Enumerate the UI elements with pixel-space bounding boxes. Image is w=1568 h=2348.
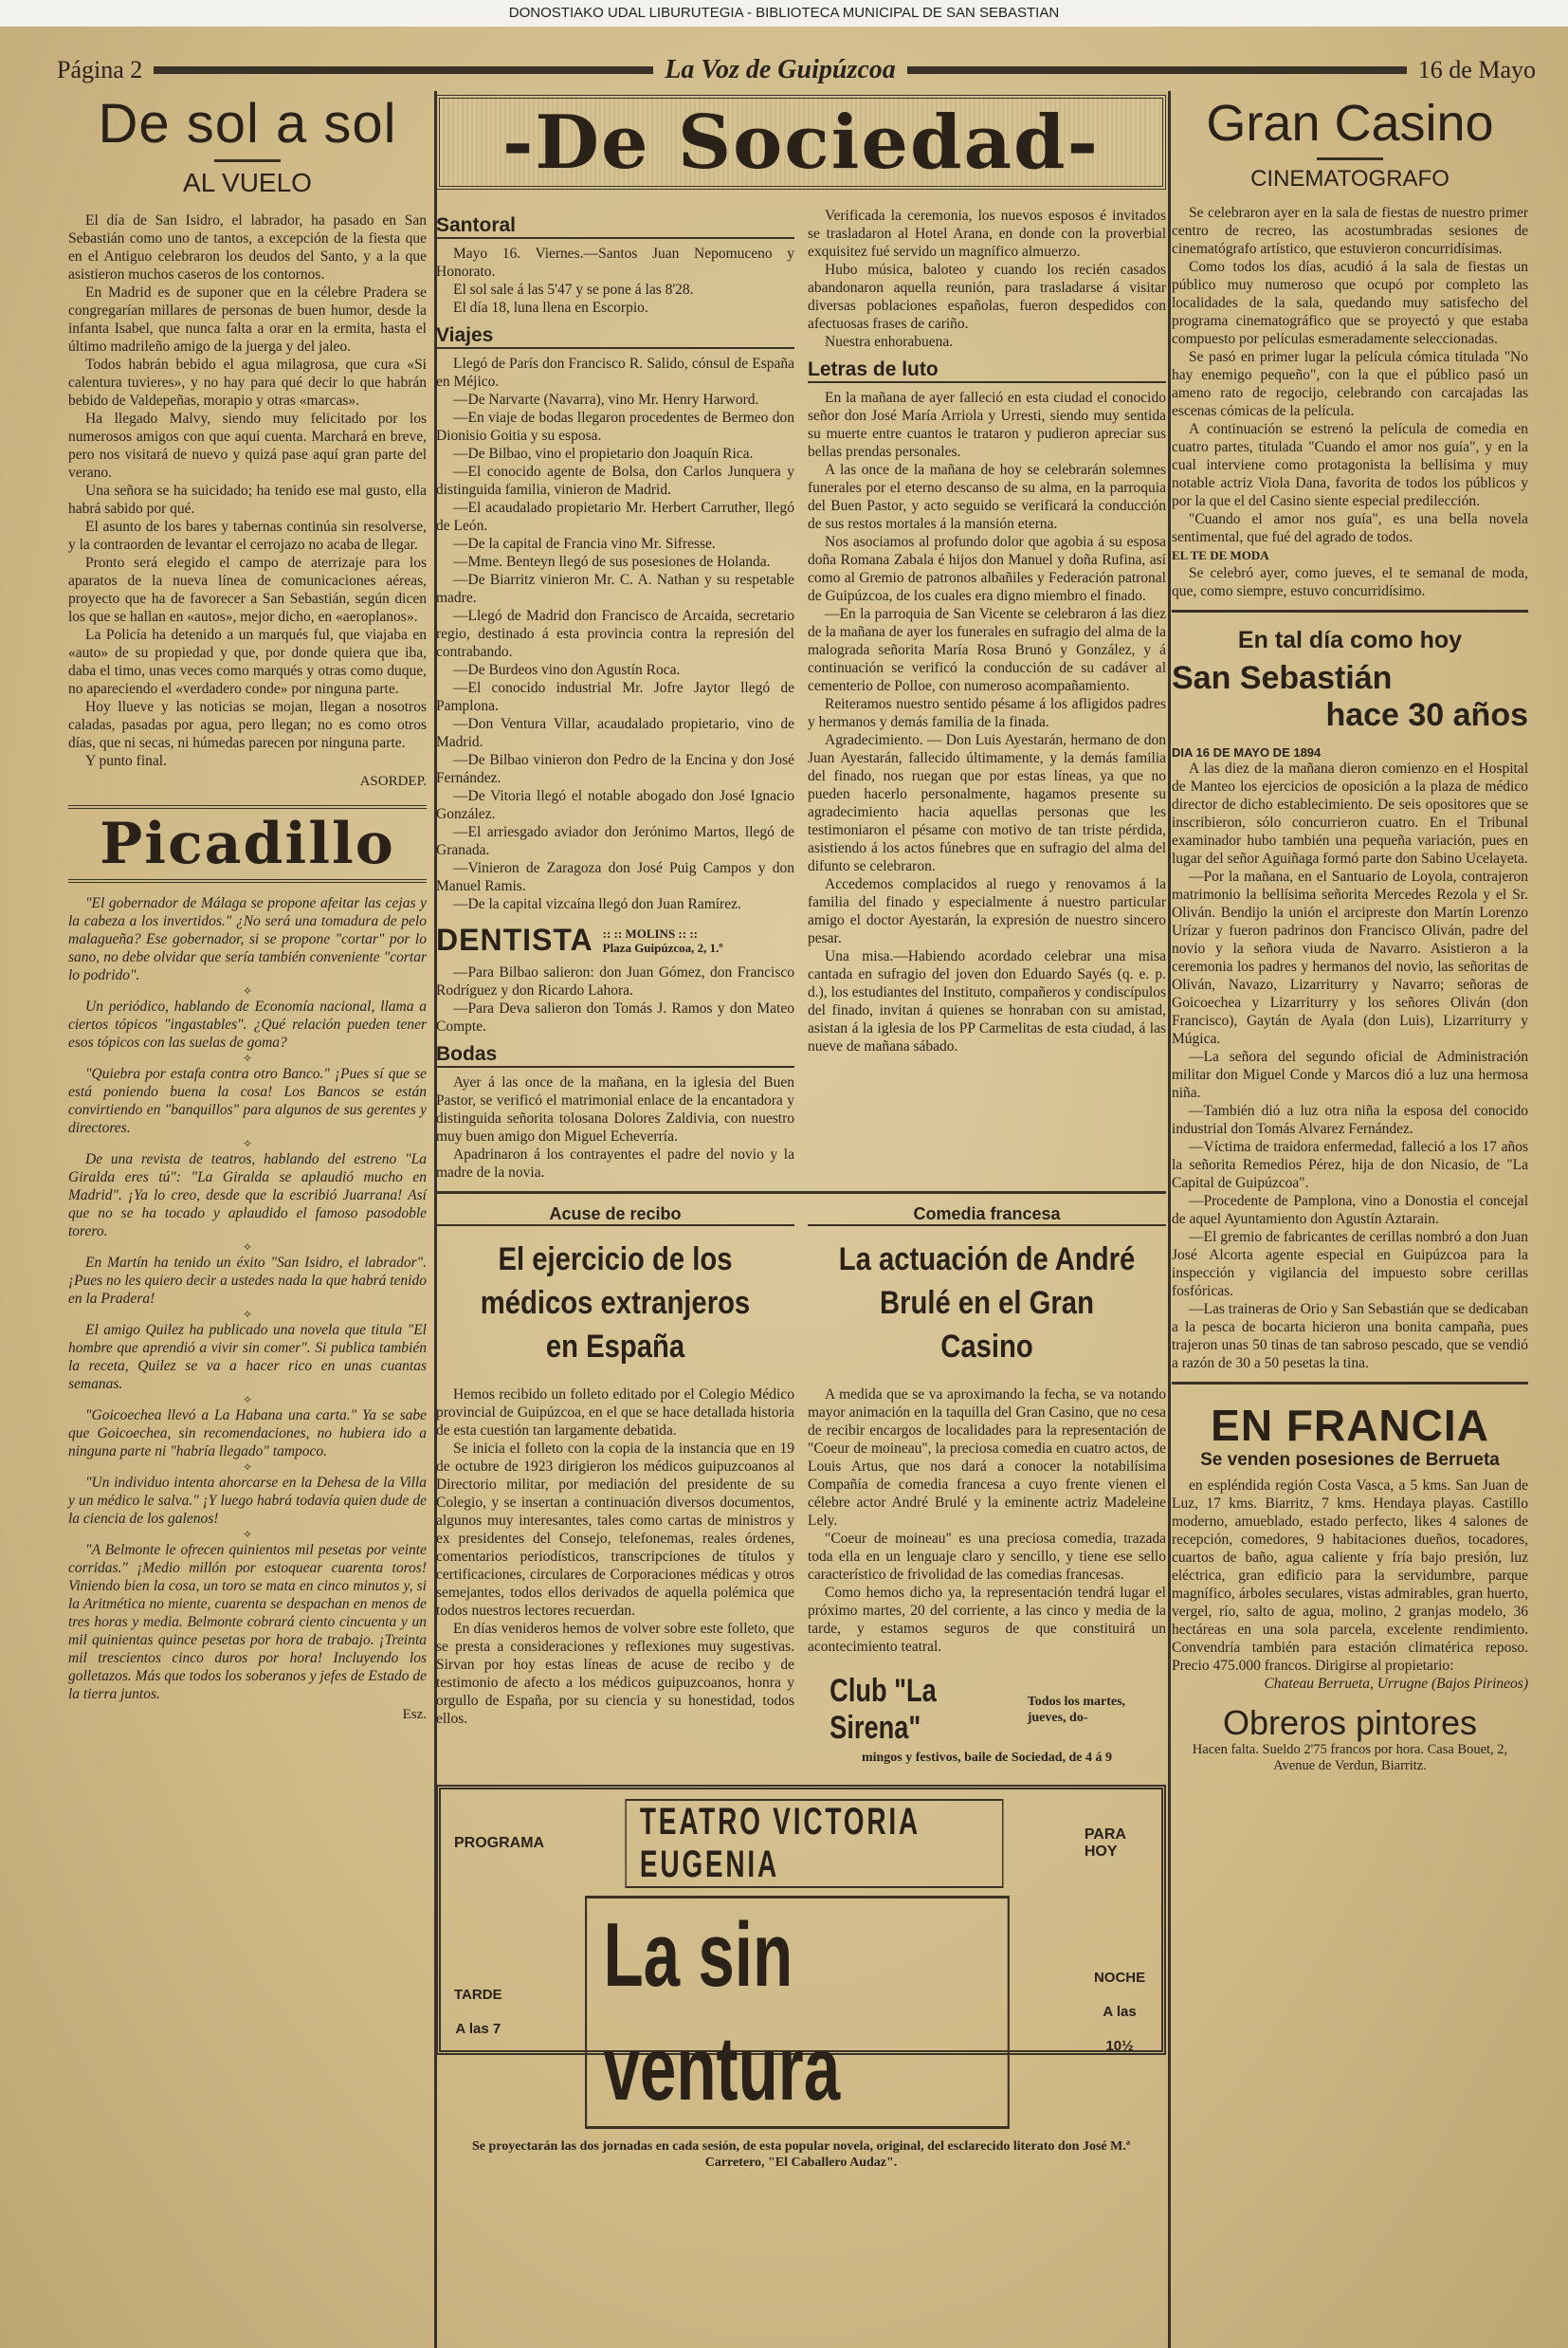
dentista-label: DENTISTA: [436, 923, 593, 957]
divider: [1317, 157, 1383, 160]
picadillo-item: De una revista de teatros, hablando del estreno "La Giralda eres tú": "La Giralda se aplaudió mucho en Madrid". ¡Ya lo creo, desde que la escribió Juarrana! Así que no se ha tocado y aplaudido el famoso pasodoble torero.: [68, 1151, 427, 1239]
paragraph: Todos habrán bebido el agua milagrosa, que cura «Si calentura tuvieres», y no hay para qué decir lo que habrán bebido de Valdepeñas, morapio y otras «marcas».: [68, 357, 427, 409]
paragraph: Verificada la ceremonia, los nuevos esposos é invitados se trasladaron al Hotel Arana, en donde con la proverbial exquisitez fué servido un magnífico almuerzo.: [808, 208, 1166, 260]
paragraph: El día 18, luna llena en Escorpio.: [453, 300, 648, 316]
picadillo-item: El amigo Quilez ha publicado una novela que titula "El hombre que aprendió a vivir sin comer". Si publica también la receta, Quilez se va a hacer rico en unas cuantas semanas.: [68, 1322, 427, 1392]
dentista-ad: [436, 923, 794, 958]
historic-date: DIA 16 DE MAYO DE 1894: [1172, 745, 1322, 760]
paragraph: "Cuando el amor nos guía", es una bella novela sentimental, que fué del agrado de todos.: [1172, 511, 1528, 545]
section-heading: Santoral: [436, 214, 794, 239]
picadillo-item: "Un individuo intenta ahorcarse en la Dehesa de la Villa y un médico le salva." ¡Y luego habrá todavía quien dude de la ciencia de los galenos!: [68, 1475, 427, 1527]
teatro-victoria-eugenia-ad: [436, 1785, 1166, 2170]
film-title: La sin ventura: [585, 1896, 1010, 2129]
club-la-sirena-ad: [808, 1673, 1166, 1747]
paragraph: Como todos los días, acudió á la sala de fiestas un público muy numeroso que ocupó por completo las localidades de la sala, quedando muy satisfecho del programa cinematográfico que se proyectó y que estaba compuesto por películas esmeradamente seleccionadas.: [1172, 259, 1528, 347]
noche-label: NOCHE: [1093, 1970, 1146, 1986]
dentista-address: Plaza Guipúzcoa, 2, 1.º: [602, 940, 723, 955]
masthead: [57, 53, 1536, 87]
paragraph: —De Bilbao, vino el propietario don Joaquín Rica.: [453, 446, 754, 462]
paragraph: —La señora del segundo oficial de Administración militar don Miguel Conde y Marcos dió a luz una hermosa niña.: [1172, 1049, 1528, 1101]
label-acuse-de-recibo: Acuse de recibo: [436, 1204, 794, 1226]
paragraph: —Procedente de Pamplona, vino a Donostia el concejal de aquel Ayuntamiento don Agustín Aztarain.: [1172, 1193, 1528, 1227]
article-signature: ASORDEP.: [359, 774, 427, 789]
library-header: DONOSTIAKO UDAL LIBURUTEGIA - BIBLIOTECA MUNICIPAL DE SAN SEBASTIAN: [0, 0, 1568, 27]
column-de-sol-a-sol: [68, 95, 427, 1723]
francia-contact: Chateau Berrueta, Urrugne (Bajos Pirineos): [1264, 1676, 1528, 1692]
programa-label: PROGRAMA: [454, 1835, 545, 1851]
paragraph: —Para Deva salieron don Tomás J. Ramos y don Mateo Compte.: [436, 1000, 794, 1035]
separator-star-icon: ✧: [242, 1052, 253, 1065]
club-text-line2: mingos y festivos, baile de Sociedad, de 4 á 9: [861, 1751, 1113, 1765]
masthead-rule: [154, 66, 653, 74]
picadillo-item: "Quiebra por estafa contra otro Banco." ¡Pues sí que se está poniendo buena la cosa! Los Bancos se están convirtiendo en "banquillos" para algunos de sus gerentes y directores.: [68, 1066, 427, 1136]
paragraph: Llegó de París don Francisco R. Salido, cónsul de España en Méjico.: [436, 356, 794, 390]
te-de-moda-head: EL TE DE MODA: [1172, 548, 1269, 562]
paragraph: —El acaudalado propietario Mr. Herbert Carruther, llegó de León.: [436, 500, 794, 534]
historic-body: [1172, 760, 1528, 1372]
paragraph: "Coeur de moineau" es una preciosa comedia, trazada toda ella en un lenguaje claro y sencillo, y tiene ese sello característico de frivolidad de las comedias francesas.: [808, 1531, 1166, 1583]
headline-medicos-extranjeros: El ejercicio de los médicos extranjeros en España: [480, 1241, 751, 1365]
paragraph: —Las traineras de Orio y San Sebastián que se dedicaban a la pesca de bocarta hicieron una bonita campaña, pues trajeron unas 50 tinas de tan sabroso pescado, que se vendió a razón de 30 a 50 pesetas la tina.: [1172, 1301, 1528, 1371]
paragraph: A medida que se va aproximando la fecha, se va notando mayor animación en la taquilla del Gran Casino, que no cesa de recibir encargos de localidades para la representación de "Coeur de moineau", la preciosa comedia en cuatro actos, de Louis Artus, que nos dará a conocer la notabilísima Compañía de comedia francesa a cuyo frente vienen el célebre actor André Brulé y la eminente actriz Madeleine Lely.: [808, 1386, 1166, 1529]
paragraph: —Mme. Benteyn llegó de sus posesiones de Holanda.: [453, 554, 771, 570]
paragraph: La Policía ha detenido a un marqués ful, que viajaba en «auto» de su propiedad y que, por donde quiera que iba, daba el timo, unas veces como marqués y otras como duque, no apareciendo el «verdadero conde» por ninguna parte.: [68, 627, 427, 697]
dentista-doctor: :: :: MOLINS :: ::: [602, 926, 698, 941]
separator-star-icon: ✧: [242, 984, 253, 998]
de-sociedad-section: [436, 95, 1166, 2170]
subheadline-cinematografo: CINEMATOGRAFO: [1250, 166, 1449, 192]
paragraph: —De Biarritz vinieron Mr. C. A. Nathan y su respetable madre.: [436, 572, 794, 606]
teatro-footnote: Se proyectarán las dos jornadas en cada sesión, de esta popular novela, original, del esclarecido literato don José M.ª Carretero, "El Caballero Audaz".: [471, 2139, 1131, 2170]
headline-obreros-pintores: Obreros pintores: [1222, 1703, 1478, 1742]
sociedad-left-column: [436, 207, 794, 1182]
paragraph: —Vinieron de Zaragoza don José Puig Campos y don Manuel Ramis.: [436, 860, 794, 894]
paragraph: —El gremio de fabricantes de cerillas nombró a don Juan José Alcorta agente especial en Guipúzcoa para la inspección y vigilancia del impuesto sobre cerillas fosfóricas.: [1172, 1229, 1528, 1299]
para-hoy-label: PARA HOY: [1084, 1826, 1126, 1860]
picadillo-items: [68, 894, 427, 1703]
paragraph: —El conocido industrial Mr. Jofre Jaytor llegó de Pamplona.: [436, 680, 794, 714]
paragraph: —Por la mañana, en el Santuario de Loyola, contrajeron matrimonio la bellísima señorita Mercedes Rezola y el Sr. Oliván. Bendijo la unión el arcipreste don Martín Lorenzo Urízar y fueron padrinos don Francisco Oliván, padre del novio y la señora viuda de Navarro. Asistieron a la ceremonia los padres y hermanos del novio, las señoritas de Oliván, Navazo, Lizarriturry y Navarro; señoras de Goicoechea y Lizarriturry y los señores Oliván (don Francisco), Gaytán de Ayala (don Luis), Lizarriturry y Múgica.: [1172, 869, 1528, 1047]
paragraph: —Llegó de Madrid don Francisco de Arcaida, secretario regio, destinado á esta provincia contra la represión del contrabando.: [436, 608, 794, 660]
paragraph: —De Narvarte (Navarra), vino Mr. Henry Harword.: [453, 392, 759, 408]
paragraph: —De la capital de Francia vino Mr. Sifresse.: [453, 536, 716, 552]
headline-en-francia: EN FRANCIA: [1211, 1401, 1489, 1450]
paragraph: En la mañana de ayer falleció en esta ciudad el conocido señor don José María Arriola y Urresti, siendo muy sentida su muerte entre cuantos le trataron y pudieron apreciar sus bellas prendas personales.: [808, 390, 1166, 460]
column-gran-casino: [1172, 95, 1528, 1774]
masthead-rule: [907, 66, 1407, 74]
label-comedia-francesa: Comedia francesa: [808, 1204, 1166, 1226]
divider: [214, 159, 281, 162]
paragraph: Apadrinaron á los contrayentes el padre del novio y la madre de la novia.: [436, 1146, 794, 1181]
separator-star-icon: ✧: [242, 1240, 253, 1254]
paragraph: En días venideros hemos de volver sobre este folleto, que se presta a consideraciones y reflexiones muy sugestivas. Sirvan por hoy estas líneas de acuse de recibo y de testimonio de afecto a los médicos guipuzcoanos, honra y orgullo de España, por su ciencia y su honestidad, todos ellos.: [436, 1621, 794, 1727]
separator-star-icon: ✧: [242, 1528, 253, 1541]
paragraph: Accedemos complacidos al ruego y renovamos á la familia del finado y especialmente á nuestro particular amigo el doctor Ayestarán, la expresión de nuestro sincero pesar.: [808, 876, 1166, 946]
article-body: [68, 211, 427, 770]
picadillo-item: "Goicoechea llevó a La Habana una carta." Ya se sabe que Goicoechea, sin recomendaciones, no hubiera ido a ninguna parte ni "habría llegado" tampoco.: [68, 1407, 427, 1459]
paragraph: —El arriesgado aviador don Jerónimo Martos, llegó de Granada.: [436, 824, 794, 858]
paragraph: —De Bilbao vinieron don Pedro de la Encina y don José Fernández.: [436, 752, 794, 786]
paragraph: Pronto será elegido el campo de aterrizaje para los aparatos de la nueva línea de comunicaciones aéreas, proyecto que ha de favorecer a San Sebastián, según dicen los que se hallan en «autos», mejor dicho, en «aeroplanos».: [68, 555, 427, 625]
section-heading: Viajes: [436, 324, 794, 349]
paragraph: El asunto de los bares y tabernas continúa sin resolverse, y la contraorden de levantar el cerrojazo no acaba de llegar.: [68, 519, 427, 553]
paragraph: —También dió a luz otra niña la esposa del conocido industrial don Tomás Alvarez Fernández.: [1172, 1103, 1528, 1137]
theatre-name: TEATRO VICTORIA EUGENIA: [626, 1799, 1004, 1888]
te-de-moda-body: Se celebró ayer, como jueves, el te semanal de moda, que, como siempre, estuvo concurridísimo.: [1172, 565, 1528, 599]
headline-hace-30-anos: hace 30 años: [1325, 697, 1528, 733]
separator-star-icon: ✧: [242, 1137, 253, 1150]
paragraph: —El conocido agente de Bolsa, don Carlos Junquera y distinguida familia, vinieron de Madrid.: [436, 464, 794, 498]
headline-de-sol-a-sol: De sol a sol: [98, 93, 397, 155]
comedia-body: [808, 1385, 1166, 1656]
picadillo-signature: Esz.: [402, 1707, 427, 1722]
paragraph: Se pasó en primer lugar la película cómica titulada "No hay enemigo pequeño", con la que el público pasó un ameno rato de regocijo, celebrando con carcajadas las escenas cómicas de la película.: [1172, 349, 1528, 419]
picadillo-item: Un periódico, hablando de Economía nacional, llama a ciertos tópicos "ingastables". ¿Qué relación pueden tener esos tópicos con las suelas de goma?: [68, 999, 427, 1051]
paragraph: Como hemos dicho ya, la representación tendrá lugar el próximo martes, 20 del corriente, a las cinco y media de la tarde, y estamos seguros de que constituirá un acontecimiento teatral.: [808, 1585, 1166, 1655]
noche-time: A las 10½: [1103, 2004, 1137, 2054]
obreros-body: Hacen falta. Sueldo 2'75 francos por hora. Casa Bouet, 2, Avenue de Verdun, Biarritz.: [1192, 1742, 1508, 1773]
paragraph: A continuación se estrenó la película de comedia en cuatro partes, titulada "Cuando el amor nos guía", y en la cual interviene como protagonista la bellísima y muy notable actriz Viola Dana, favorita de todos los públicos y por la que el del Casino siente especial predilección.: [1172, 421, 1528, 509]
paragraph: Agradecimiento. — Don Luis Ayestarán, hermano de don Juan Ayestarán, fallecido últimamente, y la demás familia del finado, nos ruegan que por estas líneas, ya que no pueden hacerlo personalmente, hagamos presente su agradecimiento hacia aquellas personas que les testimoniaron el pésame con motivo de tan triste pérdida, asistiendo á los actos fúnebres que en sufragio del alma del difunto se celebraron.: [808, 732, 1166, 874]
column-divider: [1168, 91, 1171, 2348]
comedia-column: [808, 1204, 1166, 1766]
section-rule: [436, 1191, 1166, 1195]
tarde-time: A las 7: [455, 2021, 501, 2037]
bodas-body: [436, 1073, 794, 1182]
newspaper-title: La Voz de Guipúzcoa: [665, 55, 896, 84]
paragraph: —En viaje de bodas llegaron procedentes de Bermeo don Dionisio Goitia y su esposa.: [436, 410, 794, 444]
paragraph: En Madrid es de suponer que en la célebre Pradera se congregarían millares de personas de buen humor, desde la infanta Isabel, que nunca falta a orar en la ermita, hasta el último madrileño amigo de la juerga y del jaleo.: [68, 284, 427, 355]
picadillo-item: "El gobernador de Málaga se propone afeitar las cejas y la cabeza a los invertidos." ¿No será una tomadura de pelo malagueña? Ese gobernador, si se propone "cortar" por lo sano, no debe olvidar que sería también conveniente "cortar lo podrido".: [68, 895, 427, 983]
paragraph: Y punto final.: [85, 753, 167, 769]
club-text: Todos los martes, jueves, do-: [1027, 1695, 1126, 1725]
page-number: Página 2: [57, 56, 143, 83]
paragraph: —En la parroquia de San Vicente se celebraron á las diez de la mañana de ayer los funerales en sufragio del alma de la malograda señorita María Rosa Brunó y González, y á continuación se verificó la conducción de su cadáver al cementerio de Polloe, con numeroso acompañamiento.: [808, 606, 1166, 694]
paragraph: A las diez de la mañana dieron comienzo en el Hospital de Manteo los ejercicios de oposición a la plaza de médico director de dicho establecimiento. De seis opositores que se inscribieron, sólo concurrieron cuatro. En el Tribunal examinador hubo también una pequeña variación, pues en lugar del señor Aguiñaga formó parte don Sabino Ucelayeta.: [1172, 761, 1528, 867]
section-rule: [1172, 610, 1528, 614]
paragraph: Se inicia el folleto con la copia de la instancia que en 19 de octubre de 1923 dirigieron los médicos guipuzcoanos al Directorio militar, por mediación del presidente de su Colegio, y se insertan a continuación diversos documentos, algunos muy interesantes, tales como cartas de ministros y ex presidentes del Consejo, telefonemas, reales órdenes, comentarios periodísticos, transcripciones de títulos y certificaciones, circulares de Corporaciones médicas y otros semejantes, todos ellos derivados de aquella polémica que todos nuestros lectores recuerdan.: [436, 1440, 794, 1619]
headline-gran-casino: Gran Casino: [1206, 95, 1494, 152]
paragraph: El día de San Isidro, el labrador, ha pasado en San Sebastián como uno de tantos, a excepción de la fiesta que en el Antiguo celebraron los deudos del Santo, y a la que asistieron muchos caseros de los contornos.: [68, 212, 427, 283]
issue-date: 16 de Mayo: [1417, 56, 1536, 83]
paragraph: —Víctima de traidora enfermedad, falleció a los 17 años la señorita Remedios Pérez, hija de don Nicasio, de "La Capital de Guipúzcoa".: [1172, 1139, 1528, 1191]
picadillo-item: "A Belmonte le ofrecen quinientos mil pesetas por veinte corridas." ¡Medio millón por estoquear cuarenta toros! Viniendo bien la cosa, un toro se mata en cinco minutos y, si la Aritmética no miente, cuarenta se despachan en menos de tres horas y media. Belmonte cobrará ciento cincuenta y un mil quinientas quince pesetas por hora de trabajo. ¡Treinta mil trescientos cinco duros por hora! Incluyendo los golletazos. Más que todos los soberanos y jefes de Estado de la tierra juntos.: [68, 1542, 427, 1702]
paragraph: Nos asociamos al profundo dolor que agobia á su esposa doña Romana Zabala é hijos don Manuel y doña Rufina, así como al Gremio de patronos albañiles y Federación patronal de Guipúzcoa, de los cuales era digno miembro el finado.: [808, 534, 1166, 604]
section-bodas: Bodas: [436, 1043, 794, 1068]
paragraph: A las once de la mañana de hoy se celebrarán solemnes funerales por el eterno descanso de su alma, en la parroquia del Buen Pastor, y acto seguido se verificará la conducción de sus restos mortales á la mansión eterna.: [808, 462, 1166, 532]
paragraph: Reiteramos nuestro sentido pésame á los afligidos padres y hermanos y demás familia de la finada.: [808, 696, 1166, 730]
paragraph: —Para Bilbao salieron: don Juan Gómez, don Francisco Rodríguez y don Ricardo Lahora.: [436, 964, 794, 999]
section-letras-de-luto: Letras de luto: [808, 358, 1166, 383]
separator-star-icon: ✧: [242, 1308, 253, 1321]
tarde-block: [454, 1978, 502, 2046]
francia-body: en espléndida región Costa Vasca, a 5 kms. San Juan de Luz, 17 kms. Biarritz, 7 kms. Hendaya playas. Castillo moderno, amueblado, estado perfecto, likes 4 salones de recepción, comedores, 9 habitaciones dueños, tocadores, cuartos de baño, agua caliente y fría bajo presión, luz eléctrica, gran edificio para la servidumbre, parque magnífico, árboles seculares, vistas admirables, gran huerto, vergel, río, salto de agua, molino, 2 granjas modelo, 36 hectáreas en una sola parcela, excelente rendimiento. Convendría también para estación climatérica reposo. Precio 475.000 francos. Dirigirse al propietario:: [1172, 1477, 1528, 1674]
acuse-body: [436, 1385, 794, 1728]
headline-andre-brule: La actuación de André Brulé en el Gran Casino: [838, 1241, 1136, 1365]
paragraph: Hubo música, baloteo y cuando los recién casados abandonaron aquella reunión, para trasladarse á visitar diversas poblaciones españolas, fueron despedidos con afectuosas frases de cariño.: [808, 262, 1166, 332]
paragraph: Nuestra enhorabuena.: [825, 334, 954, 350]
casino-body: [1172, 204, 1528, 546]
headline-de-sociedad: -De Sociedad-: [436, 95, 1166, 190]
headline-en-tal-dia: En tal día como hoy: [1237, 627, 1463, 653]
headline-san-sebastian: San Sebastián: [1172, 660, 1393, 696]
picadillo-item: En Martín ha tenido un éxito "San Isidro, el labrador". ¡Pues no les quiero decir a ustedes nada la que habrá tenido en la Pradera!: [68, 1255, 427, 1307]
viajes-continued: [436, 963, 794, 1036]
headline-picadillo: Picadillo: [68, 805, 427, 883]
paragraph: Una señora se ha suicidado; ha tenido ese mal gusto, ella habrá sabido por qué.: [68, 483, 427, 517]
paragraph: El sol sale á las 5'47 y se pone á las 8'28.: [453, 282, 694, 298]
paragraph: Una misa.—Habiendo acordado celebrar una misa cantada en sufragio del joven don Eduardo Sayés (q. e. p. d.), los estudiantes del Instituto, compañeros y condiscípulos del finado, invitan á quienes se honraban con su amistad, asistan á la iglesia de los PP Carmelitas de esta ciudad, á las nueve de mañana sábado.: [808, 948, 1166, 1055]
noche-block: [1091, 1961, 1148, 2064]
bodas-continued: [808, 207, 1166, 351]
club-name: Club "La Sirena": [830, 1673, 937, 1746]
dentista-details: [603, 926, 723, 955]
paragraph: —Don Ventura Villar, acaudalado propietario, vino de Madrid.: [436, 716, 794, 750]
paragraph: —De la capital vizcaína llegó don Juan Ramírez.: [453, 896, 741, 912]
section-rule: [1172, 1382, 1528, 1385]
paragraph: —De Vitoria llegó el notable abogado don José Ignacio González.: [436, 788, 794, 822]
francia-subhead: Se venden posesiones de Berrueta: [1200, 1450, 1500, 1470]
paragraph: Ha llegado Malvy, siendo muy felicitado por los numerosos amigos con que aquí cuenta. Marchará en breve, pero nos visitará de nuevo y quizá pase aquí gran parte del verano.: [68, 411, 427, 481]
paragraph: Mayo 16. Viernes.—Santos Juan Nepomuceno y Honorato.: [436, 246, 794, 280]
paragraph: Hemos recibido un folleto editado por el Colegio Médico provincial de Guipúzcoa, en el que se hace detallada historia de esta cuestión tan largamente debatida.: [436, 1386, 794, 1439]
subheadline-al-vuelo: AL VUELO: [183, 168, 312, 197]
paragraph: Se celebraron ayer en la sala de fiestas de nuestro primer centro de recreo, las acostumbradas sesiones de cinematógrafo artístico, que estuvieron concurridísimas.: [1172, 205, 1528, 257]
separator-star-icon: ✧: [242, 1460, 253, 1474]
paragraph: Ayer á las once de la mañana, en la iglesia del Buen Pastor, se verificó el matrimonial enlace de la encantadora y distinguida señorita tolosana Dolores Zaldivia, con nuestro muy buen amigo don Miguel Echeverría.: [436, 1074, 794, 1145]
tarde-label: TARDE: [454, 1987, 502, 2003]
paragraph: Hoy llueve y las noticias se mojan, llegan a nosotros caladas, pasadas por agua, pero llegan; no es como otros días, que ni secas, ni húmedas parecen por ninguna parte.: [68, 699, 427, 751]
separator-star-icon: ✧: [242, 1393, 253, 1406]
acuse-column: [436, 1204, 794, 1766]
sociedad-right-column: [808, 207, 1166, 1182]
sociedad-left-body: [436, 214, 794, 913]
paragraph: —De Burdeos vino don Agustín Roca.: [453, 662, 681, 678]
luto-body: [808, 389, 1166, 1055]
